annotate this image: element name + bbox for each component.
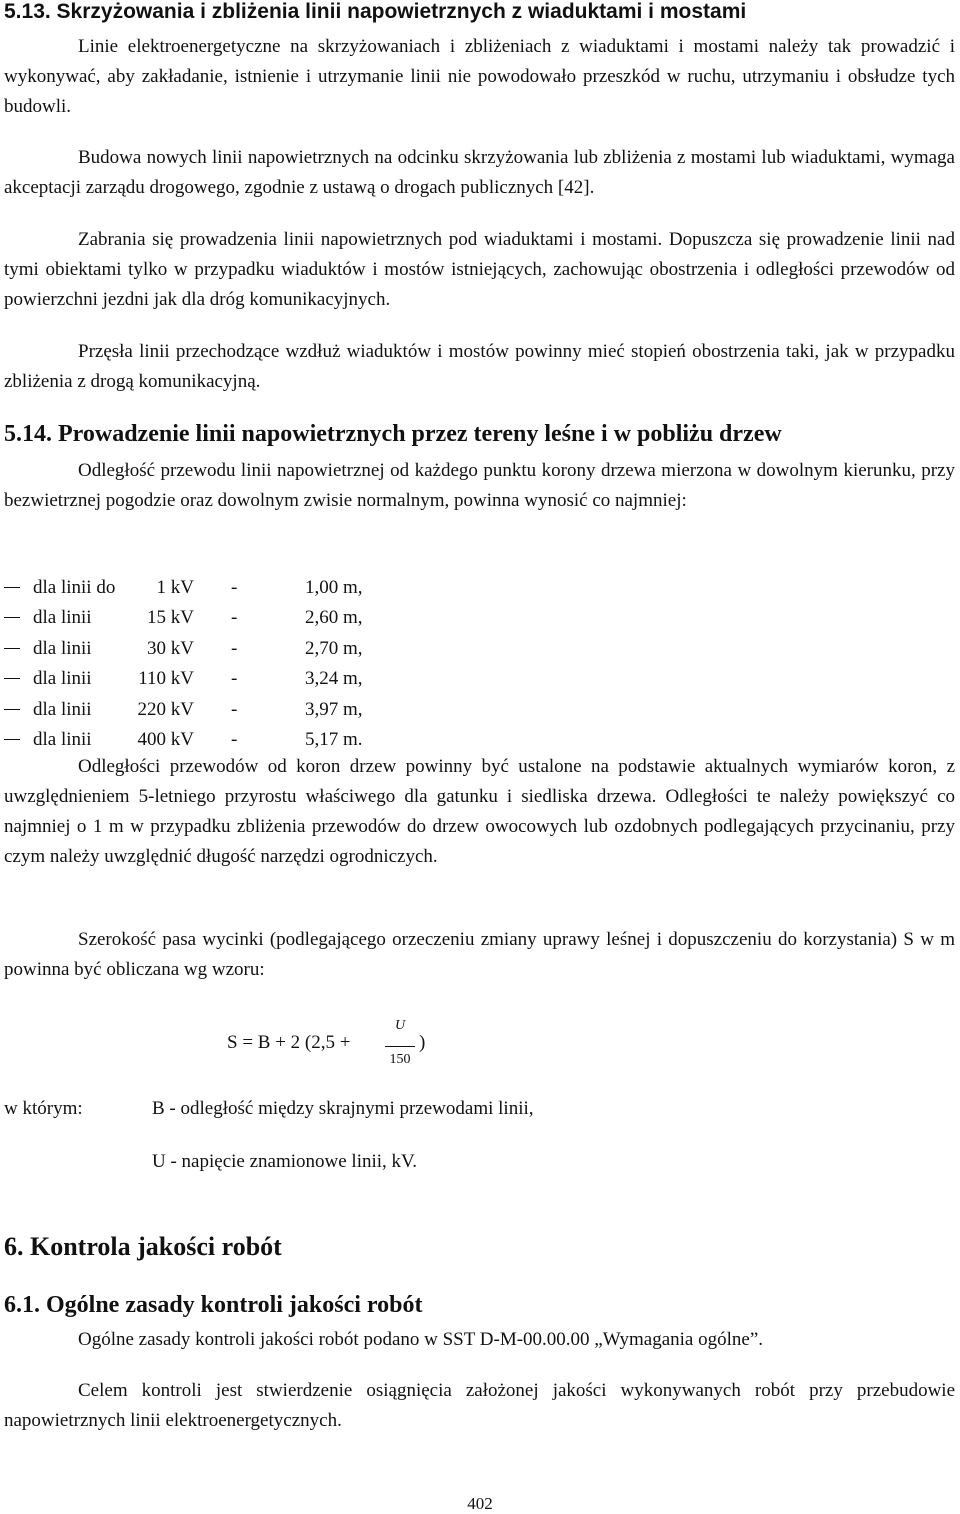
list-item: dla linii 400 kV - 5,17 m.	[4, 725, 504, 755]
section-6-heading: 6. Kontrola jakości robót	[4, 1232, 282, 1261]
list-item: dla linii 220 kV - 3,97 m,	[4, 695, 504, 725]
section-5-13-paragraph-3: Zabrania się prowadzenia linii napowietrznych pod wiaduktami i mostami. Dopuszcza się prowadzenie linii nad tymi obiektami tylko w przypadku wiaduktów i mostów istniejących, zachowując obostrzenia i odległości przewodów od powierzchni jezdni jak dla dróg komunikacyjnych.	[4, 229, 955, 310]
list-item: dla linii 30 kV - 2,70 m,	[4, 634, 504, 664]
list-item: dla linii 15 kV - 2,60 m,	[4, 603, 504, 633]
section-5-14-paragraph-1: Odległość przewodu linii napowietrznej od każdego punktu korony drzewa mierzona w dowolnym kierunku, przy bezwietrznej pogodzie oraz dowolnym zwisie normalnym, powinna wynosić co najmniej:	[4, 460, 955, 511]
dash-bullet	[4, 648, 20, 649]
section-5-13-paragraph-1: Linie elektroenergetyczne na skrzyżowaniach i zbliżeniach z wiaduktami i mostami należy tak prowadzić i wykonywać, aby zakładanie, istnienie i utrzymanie linii nie powodowało przeszkód w ruchu, utrzymaniu i obsłudze tych budowli.	[4, 36, 955, 117]
list-item: dla linii 110 kV - 3,24 m,	[4, 664, 504, 694]
section-5-13-heading: 5.13. Skrzyżowania i zbliżenia linii napowietrznych z wiaduktami i mostami	[4, 0, 747, 23]
formula-fraction	[385, 1018, 415, 1078]
dash-bullet	[4, 587, 20, 588]
dash-bullet	[4, 709, 20, 710]
clearance-list	[4, 573, 504, 755]
where-label: w którym:	[4, 1098, 83, 1119]
where-u-definition: U - napięcie znamionowe linii, kV.	[152, 1151, 418, 1172]
section-5-14-paragraph-2: Odległości przewodów od koron drzew powinny być ustalone na podstawie aktualnych wymiarów koron, z uwzględnieniem 5-letniego przyrostu właściwego dla gatunku i siedliska drzewa. Odległości te należy powiększyć co najmniej o 1 m w przypadku zbliżenia przewodów do drzew owocowych lub ozdobnych podlegających przycinaniu, przy czym należy uwzględnić długość narzędzi ogrodniczych.	[4, 756, 955, 867]
section-6-1-paragraph-1: Ogólne zasady kontroli jakości robót podano w SST D-M-00.00.00 „Wymagania ogólne”.	[78, 1329, 764, 1350]
formula-close-paren: )	[419, 1032, 426, 1053]
section-6-1-paragraph-2: Celem kontroli jest stwierdzenie osiągnięcia założonej jakości wykonywanych robót przy przebudowie napowietrznych linii elektroenergetycznych.	[4, 1380, 955, 1431]
formula-lhs: S = B + 2 (2,5 +	[227, 1032, 351, 1053]
page-number: 402	[467, 1494, 493, 1513]
section-6-1-heading: 6.1. Ogólne zasady kontroli jakości robót	[4, 1292, 423, 1318]
where-b-definition: B - odległość między skrajnymi przewodami linii,	[152, 1098, 534, 1119]
fraction-numerator: U	[394, 1018, 406, 1033]
fraction-bar	[385, 1046, 415, 1047]
section-5-13-paragraph-2: Budowa nowych linii napowietrznych na odcinku skrzyżowania lub zbliżenia z mostami lub wiaduktami, wymaga akceptacji zarządu drogowego, zgodnie z ustawą o drogach publicznych [42].	[4, 147, 955, 198]
fraction-denominator: 150	[389, 1052, 411, 1067]
dash-bullet	[4, 678, 20, 679]
dash-bullet	[4, 739, 20, 740]
dash-bullet	[4, 617, 20, 618]
section-5-14-heading: 5.14. Prowadzenie linii napowietrznych przez tereny leśne i w pobliżu drzew	[4, 421, 782, 447]
section-5-13-paragraph-4: Przęsła linii przechodzące wzdłuż wiaduktów i mostów powinny mieć stopień obostrzenia taki, jak w przypadku zbliżenia z drogą komunikacyjną.	[4, 341, 955, 392]
section-5-14-paragraph-3: Szerokość pasa wycinki (podlegającego orzeczeniu zmiany uprawy leśnej i dopuszczeniu do korzystania) S w m powinna być obliczana wg wzoru:	[4, 929, 955, 980]
list-item: dla linii do 1 kV - 1,00 m,	[4, 573, 504, 603]
